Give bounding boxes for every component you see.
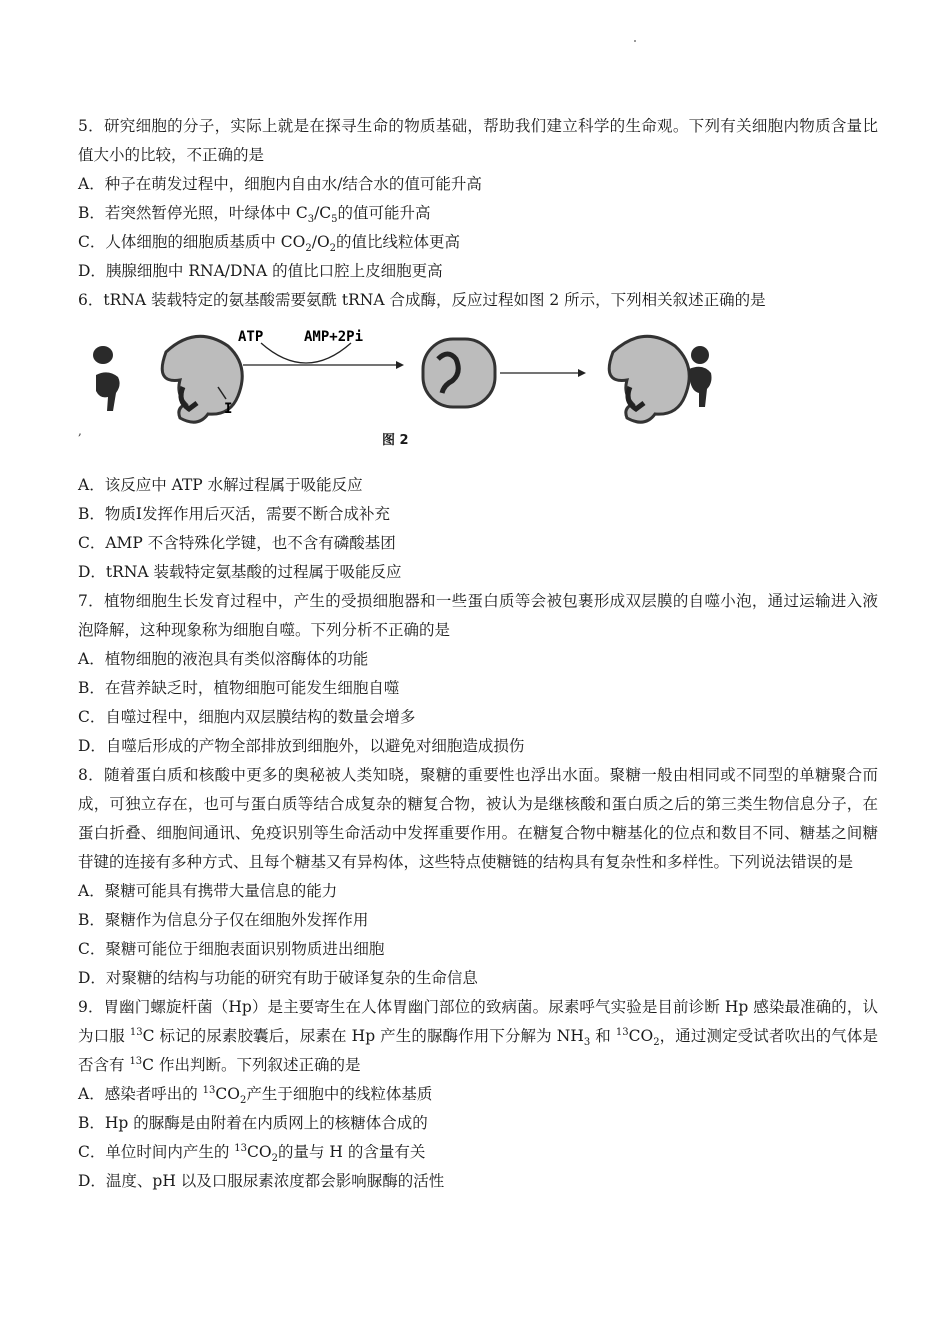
figure-2-caption: 图 2 [382, 433, 409, 448]
question-9-option-c: C．单位时间内产生的 $^{13}CO_2$的量与 H 的含量有关 [78, 1142, 426, 1165]
question-8-option-c: C．聚糖可能位于细胞表面识别物质进出细胞 [78, 940, 385, 958]
question-6-option-d: D．tRNA 装载特定氨基酸的过程属于吸能反应 [78, 563, 402, 581]
question-6-option-a: A．该反应中 ATP 水解过程属于吸能反应 [78, 476, 363, 494]
figure-2 [78, 317, 878, 467]
trna-reaction-diagram [78, 317, 878, 467]
question-9-option-a: A．感染者呼出的 $^{13}CO_2$产生于细胞中的线粒体基质 [78, 1084, 433, 1107]
question-7-stem: 7．植物细胞生长发育过程中，产生的受损细胞器和一些蛋白质等会被包裹形成双层膜的自噬小泡，通过运输进入液泡降解，这种现象称为细胞自噬。下列分析不正确的是 [78, 592, 878, 639]
question-7-option-b: B．在营养缺乏时，植物细胞可能发生细胞自噬 [78, 679, 400, 697]
question-8-stem: 8．随着蛋白质和核酸中更多的奥秘被人类知晓，聚糖的重要性也浮出水面。聚糖一般由相同或不同型的单糖聚合而成，可独立存在，也可与蛋白质等结合成复杂的糖复合物，被认为是继核酸和蛋白质之后的第三类生物信息分子，在蛋白折叠、细胞间通讯、免疫识别等生命活动中发挥重要作用。在糖复合物中糖基化的位点和数目不同、糖基之间糖苷键的连接有多种方式、且每个糖基又有异构体，这些特点使糖链的结构具有复杂性和多样性。下列说法错误的是 [78, 766, 878, 871]
question-9-stem: 9．胃幽门螺旋杆菌（Hp）是主要寄生在人体胃幽门部位的致病菌。尿素呼气实验是目前诊断 Hp 感染最准确的，认为口服 $^{13}$C 标记的尿素胶囊后，尿素在 Hp 产生的脲酶作用下分解为 $NH_3$ 和 $^{13}CO_2$，通过测定受试者吹出的气体是否含有 $^{13}$C 作出判断。下列叙述正确的是 [78, 998, 878, 1074]
question-7-option-a: A．植物细胞的液泡具有类似溶酶体的功能 [78, 650, 369, 668]
question-5-option-b: B．若突然暂停光照，叶绿体中 $C_3/C_5$的值可能升高 [78, 204, 431, 226]
question-6-option-b: B．物质Ⅰ发挥作用后灭活，需要不断合成补充 [78, 505, 391, 523]
question-7-option-c: C．自噬过程中，细胞内双层膜结构的数量会增多 [78, 708, 416, 726]
amp-label: AMP+2Pi [304, 329, 364, 345]
svg-text:,: , [78, 424, 82, 438]
question-8-option-d: D．对聚糖的结构与功能的研究有助于破译复杂的生命信息 [78, 969, 478, 987]
amino-acid-left [93, 346, 120, 411]
question-8-option-a: A．聚糖可能具有携带大量信息的能力 [78, 882, 338, 900]
question-6-stem: 6．tRNA 装载特定的氨基酸需要氨酰 tRNA 合成酶，反应过程如图 2 所示，下列相关叙述正确的是 [78, 291, 766, 309]
atp-curve [261, 343, 351, 363]
marker-i-label: I [224, 401, 233, 417]
question-5-option-a: A．种子在萌发过程中，细胞内自由水/结合水的值可能升高 [78, 175, 482, 193]
question-7-option-d: D．自噬后形成的产物全部排放到细胞外，以避免对细胞造成损伤 [78, 737, 525, 755]
question-8-option-b: B．聚糖作为信息分子仅在细胞外发挥作用 [78, 911, 369, 929]
scan-speck [634, 40, 636, 42]
atp-label: ATP [238, 329, 264, 345]
amino-acid-right [689, 346, 712, 407]
enzyme-right [609, 336, 689, 422]
question-5-option-d: D．胰腺细胞中 RNA/DNA 的值比口腔上皮细胞更高 [78, 262, 443, 280]
question-5-stem: 5．研究细胞的分子，实际上就是在探寻生命的物质基础，帮助我们建立科学的生命观。下列有关细胞内物质含量比值大小的比较，不正确的是 [78, 117, 878, 164]
enzyme-complex [423, 339, 495, 407]
question-9-option-b: B．Hp 的脲酶是由附着在内质网上的核糖体合成的 [78, 1114, 428, 1132]
question-9-option-d: D．温度、pH 以及口服尿素浓度都会影响脲酶的活性 [78, 1172, 445, 1190]
question-5-option-c: C．人体细胞的细胞质基质中 $CO_2/O_2$的值比线粒体更高 [78, 233, 461, 255]
exam-page [78, 112, 878, 1196]
question-6-option-c: C．AMP 不含特殊化学键，也不含有磷酸基团 [78, 534, 396, 552]
